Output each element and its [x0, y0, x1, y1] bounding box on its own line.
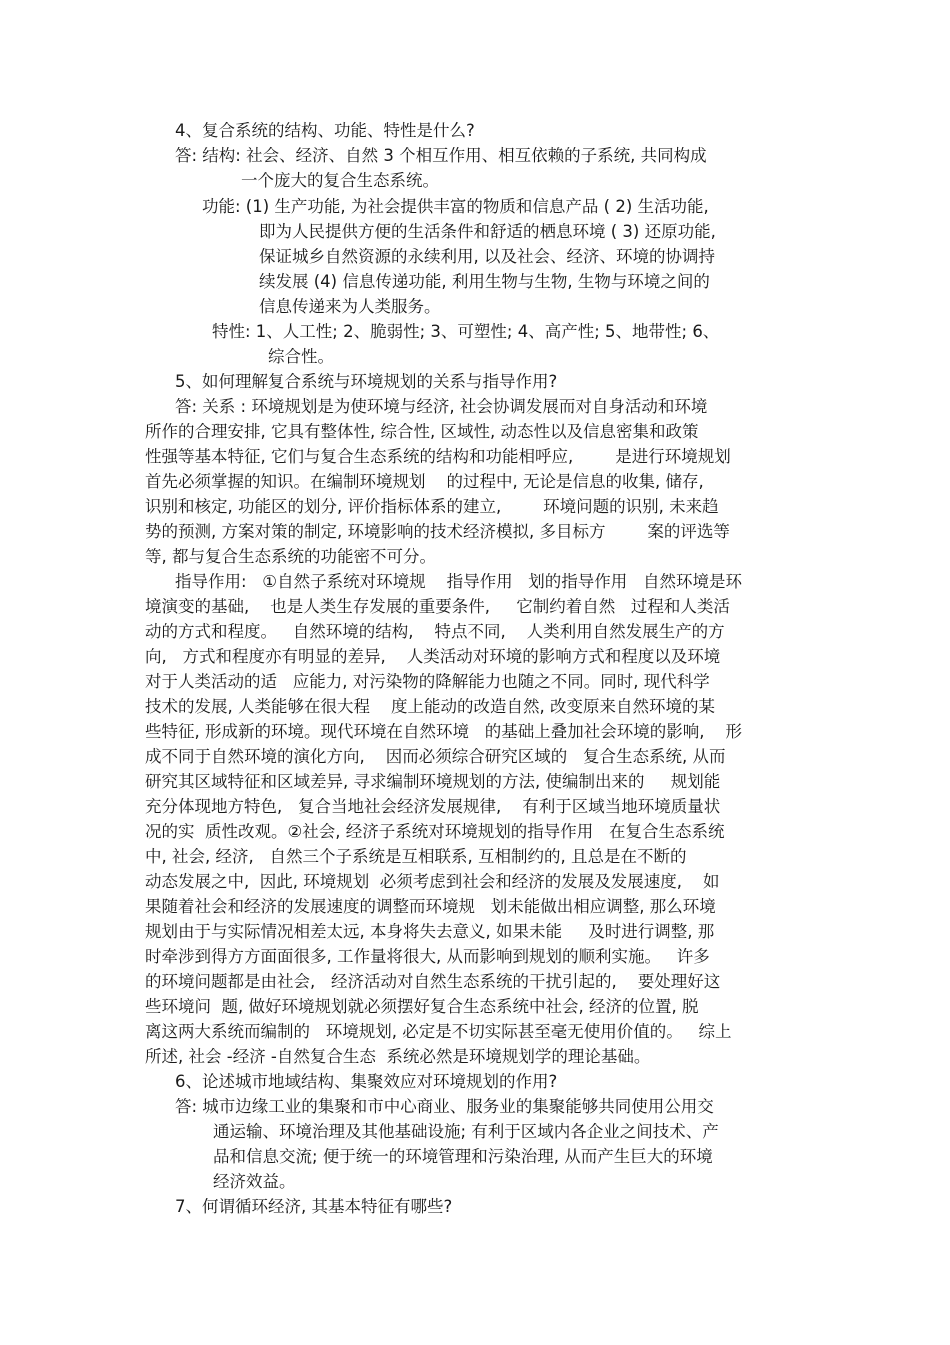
question-5-heading: 5、如何理解复合系统与环境规划的关系与指导作用? [175, 372, 558, 391]
answer-6-line: 答: 城市边缘工业的集聚和市中心商业、服务业的集聚能够共同使用公用交 [175, 1097, 714, 1116]
answer-5-line: 首先必须掌握的知识。在编制环境规划 的过程中, 无论是信息的收集, 储存, [145, 472, 704, 491]
answer-5-guidance-line: 动态发展之中, 因此, 环境规划 必须考虑到社会和经济的发展及发展速度, 如 [145, 872, 720, 891]
answer-5-line: 识别和核定, 功能区的划分, 评价指标体系的建立, 环境问题的识别, 未来趋 [145, 497, 719, 516]
answer-5-guidance-line: 动的方式和程度。 自然环境的结构, 特点不同, 人类利用自然发展生产的方 [145, 622, 725, 641]
answer-5-guidance-line: 成不同于自然环境的演化方向, 因而必须综合研究区域的 复合生态系统, 从而 [145, 747, 726, 766]
answer-4-function: 功能: (1) 生产功能, 为社会提供丰富的物质和信息产品 ( 2) 生活功能, [202, 197, 709, 216]
question-7-heading: 7、何谓循环经济, 其基本特征有哪些? [175, 1197, 453, 1216]
question-4-heading: 4、复合系统的结构、功能、特性是什么? [175, 121, 475, 140]
answer-5-line: 所作的合理安排, 它具有整体性, 综合性, 区域性, 动态性以及信息密集和政策 [145, 422, 699, 441]
answer-4-traits-cont: 综合性。 [268, 347, 334, 366]
answer-4-traits: 特性: 1、人工性; 2、脆弱性; 3、可塑性; 4、高产性; 5、地带性; 6、 [212, 322, 720, 341]
answer-5-guidance-line: 果随着社会和经济的发展速度的调整而环境规 划未能做出相应调整, 那么环境 [145, 897, 716, 916]
answer-5-guidance-line: 对于人类活动的适 应能力, 对污染物的降解能力也随之不同。同时, 现代科学 [145, 672, 710, 691]
answer-5-guidance-line: 中, 社会, 经济, 自然三个子系统是互相联系, 互相制约的, 且总是在不断的 [145, 847, 687, 866]
answer-5-guidance-line: 研究其区域特征和区域差异, 寻求编制环境规划的方法, 使编制出来的 规划能 [145, 772, 721, 791]
answer-5-guidance-line: 规划由于与实际情况相差太远, 本身将失去意义, 如果未能 及时进行调整, 那 [145, 922, 715, 941]
answer-5-guidance-line: 离这两大系统而编制的 环境规划, 必定是不切实际甚至毫无使用价值的。 综上 [145, 1022, 732, 1041]
answer-5-guidance-line: 些特征, 形成新的环境。现代环境在自然环境 的基础上叠加社会环境的影响, 形 [145, 722, 742, 741]
answer-5-guidance-line: 况的实 质性改观。②社会, 经济子系统对环境规划的指导作用 在复合生态系统 [145, 822, 725, 841]
answer-5-guidance-line: 时牵涉到得方方面面很多, 工作量将很大, 从而影响到规划的顺利实施。 许多 [145, 947, 710, 966]
answer-5-line: 性强等基本特征, 它们与复合生态系统的结构和功能相呼应, 是进行环境规划 [145, 447, 731, 466]
answer-6-line: 品和信息交流; 便于统一的环境管理和污染治理, 从而产生巨大的环境 [213, 1147, 713, 1166]
answer-5-guidance-line: 技术的发展, 人类能够在很大程 度上能动的改造自然, 改变原来自然环境的某 [145, 697, 715, 716]
question-6-heading: 6、论述城市地域结构、集聚效应对环境规划的作用? [175, 1072, 558, 1091]
answer-5-guidance-line: 些环境问 题, 做好环境规划就必须摆好复合生态系统中社会, 经济的位置, 脱 [145, 997, 699, 1016]
answer-4-function-line-3: 保证城乡自然资源的永续利用, 以及社会、经济、环境的协调持 [259, 247, 715, 266]
answer-5-line: 势的预测, 方案对策的制定, 环境影响的技术经济模拟, 多目标方 案的评选等 [145, 522, 730, 541]
answer-5-guidance-line: 所述, 社会 -经济 -自然复合生态 系统必然是环境规划学的理论基础。 [145, 1047, 651, 1066]
answer-5-guidance-line: 充分体现地方特色, 复合当地社会经济发展规律, 有利于区域当地环境质量状 [145, 797, 721, 816]
answer-5-line: 等, 都与复合生态系统的功能密不可分。 [145, 547, 436, 566]
answer-4-structure: 答: 结构: 社会、经济、自然 3 个相互作用、相互依赖的子系统, 共同构成 [175, 146, 707, 165]
answer-5-guidance-line: 向, 方式和程度亦有明显的差异, 人类活动对环境的影响方式和程度以及环境 [145, 647, 721, 666]
answer-5-guidance-line: 的环境问题都是由社会, 经济活动对自然生态系统的干扰引起的, 要处理好这 [145, 972, 721, 991]
answer-6-line: 经济效益。 [213, 1172, 296, 1191]
answer-4-structure-cont: 一个庞大的复合生态系统。 [241, 171, 439, 190]
answer-4-function-line-5: 信息传递来为人类服务。 [259, 297, 441, 316]
answer-4-function-line-4: 续发展 (4) 信息传递功能, 利用生物与生物, 生物与环境之间的 [259, 272, 710, 291]
answer-5-guidance-line: 境演变的基础, 也是人类生存发展的重要条件, 它制约着自然 过程和人类活 [145, 597, 730, 616]
answer-4-function-line-2: 即为人民提供方便的生活条件和舒适的栖息环境 ( 3) 还原功能, [259, 222, 716, 241]
answer-6-line: 通运输、环境治理及其他基础设施; 有利于区域内各企业之间技术、产 [213, 1122, 719, 1141]
answer-5-guidance-line: 指导作用: ①自然子系统对环境规 指导作用 划的指导作用 自然环境是环 [175, 572, 743, 591]
answer-5-line: 答: 关系 : 环境规划是为使环境与经济, 社会协调发展而对自身活动和环境 [175, 397, 708, 416]
